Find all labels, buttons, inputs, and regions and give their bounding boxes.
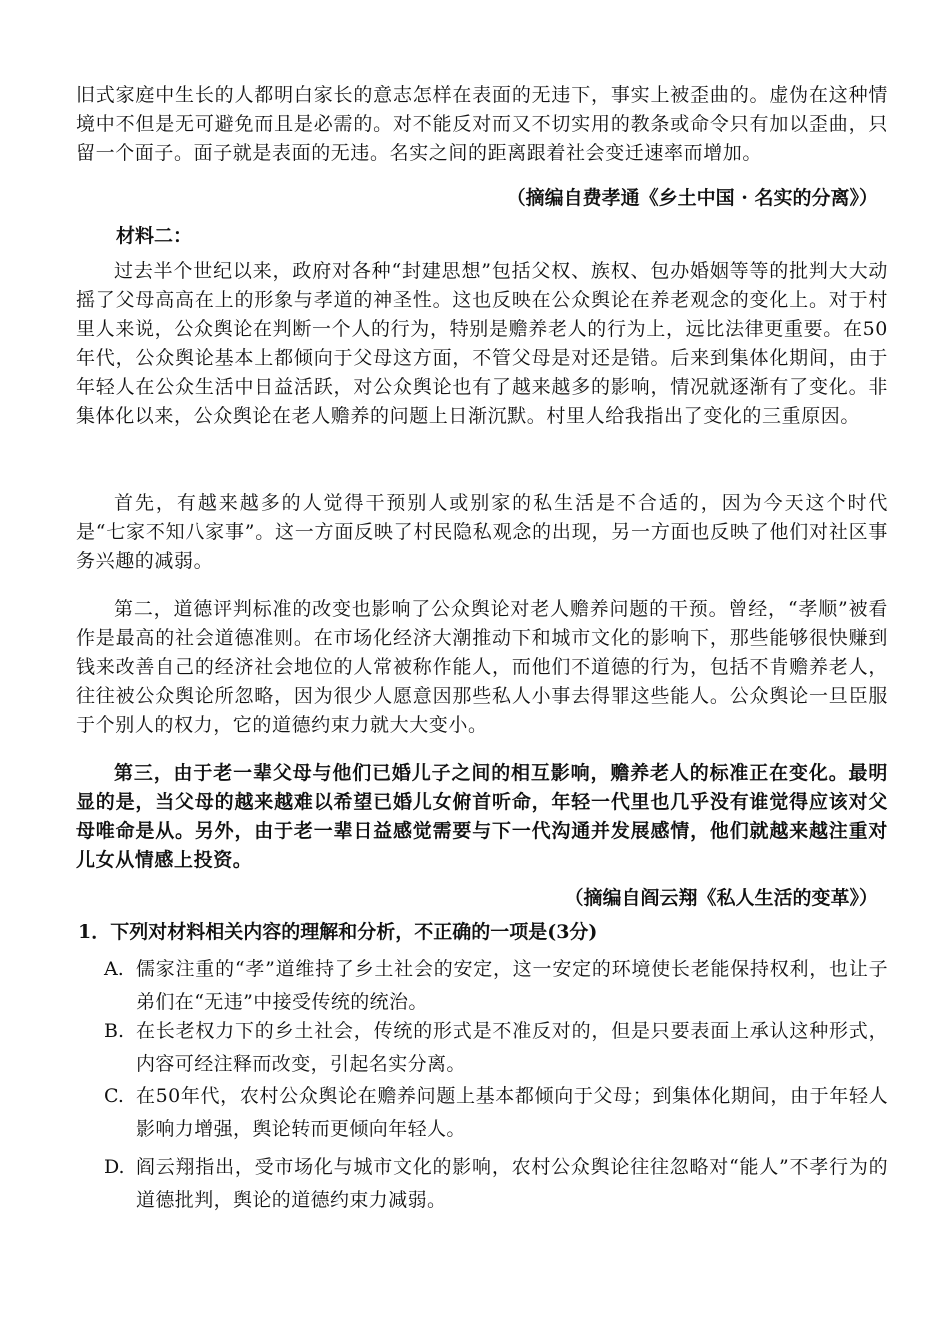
material2-paragraph-3: 第二，道德评判标准的改变也影响了公众舆论对老人赡养问题的干预。曾经，“孝顺”被看作是最高的社会道德准则。在市场化经济大潮推动下和城市文化的影响下，那些能够很快赚到钱来改善自己的经济社会地位的人常被称作能人，而他们不道德的行为，包括不肯赡养老人，往往被公众舆论所忽略，因为很少人愿意因那些私人小事去得罪这些能人。公众舆论一旦臣服于个别人的权力，它的道德约束力就大大变小。 [76, 598, 888, 736]
option-letter: D. [104, 1156, 125, 1178]
material2-heading: 材料二： [116, 225, 193, 247]
option-letter: A. [104, 958, 124, 980]
question1-option-b [104, 1015, 888, 1081]
question1-option-c [104, 1080, 888, 1146]
option-text: 儒家注重的“孝”道维持了乡土社会的安定，这一安定的环境使长老能保持权利，也让子弟们在“无违”中接受传统的统治。 [136, 958, 888, 1013]
passage1-source: （摘编自费孝通《乡土中国 · 名实的分离》） [506, 187, 878, 209]
option-text: 阎云翔指出，受市场化与城市文化的影响，农村公众舆论往往忽略对“能人”不孝行为的道德批判，舆论的道德约束力减弱。 [136, 1156, 888, 1211]
question1-option-d [104, 1151, 888, 1217]
question1-stem: 1．下列对材料相关内容的理解和分析，不正确的一项是(3分) [78, 921, 598, 943]
material2-paragraph-4: 第三，由于老一辈父母与他们已婚儿子之间的相互影响，赡养老人的标准正在变化。最明显的是，当父母的越来越难以希望已婚儿女俯首听命，年轻一代里也几乎没有谁觉得应该对父母唯命是从。另外，由于老一辈日益感觉需要与下一代沟通并发展感情，他们就越来越注重对儿女从情感上投资。 [76, 762, 888, 871]
option-text: 在长老权力下的乡土社会，传统的形式是不准反对的，但是只要表面上承认这种形式，内容可经注释而改变，引起名实分离。 [136, 1020, 888, 1075]
option-letter: B. [104, 1020, 125, 1042]
question1-option-a [104, 953, 888, 1019]
material2-paragraph-1: 过去半个世纪以来，政府对各种“封建思想”包括父权、族权、包办婚姻等等的批判大大动摇了父母高高在上的形象与孝道的神圣性。这也反映在公众舆论在养老观念的变化上。对于村里人来说，公众舆论在判断一个人的行为，特别是赡养老人的行为上，远比法律更重要。在50年代，公众舆论基本上都倾向于父母这方面，不管父母是对还是错。后来到集体化期间，由于年轻人在公众生活中日益活跃，对公众舆论也有了越来越多的影响，情况就逐渐有了变化。非集体化以来，公众舆论在老人赡养的问题上日渐沉默。村里人给我指出了变化的三重原因。 [76, 260, 888, 427]
option-letter: C. [104, 1085, 124, 1107]
material2-paragraph-2: 首先，有越来越多的人觉得干预别人或别家的私生活是不合适的，因为今天这个时代是“七家不知八家事”。这一方面反映了村民隐私观念的出现，另一方面也反映了他们对社区事务兴趣的减弱。 [76, 492, 888, 572]
option-text: 在50年代，农村公众舆论在赡养问题上基本都倾向于父母；到集体化期间，由于年轻人影响力增强，舆论转而更倾向年轻人。 [136, 1085, 888, 1140]
material2-source: （摘编自阎云翔《私人生活的变革》） [564, 887, 878, 909]
passage1-paragraph: 旧式家庭中生长的人都明白家长的意志怎样在表面的无违下，事实上被歪曲的。虚伪在这种情境中不但是无可避免而且是必需的。对不能反对而又不切实用的教条或命令只有加以歪曲，只留一个面子。面子就是表面的无违。名实之间的距离跟着社会变迁速率而增加。 [76, 84, 888, 164]
